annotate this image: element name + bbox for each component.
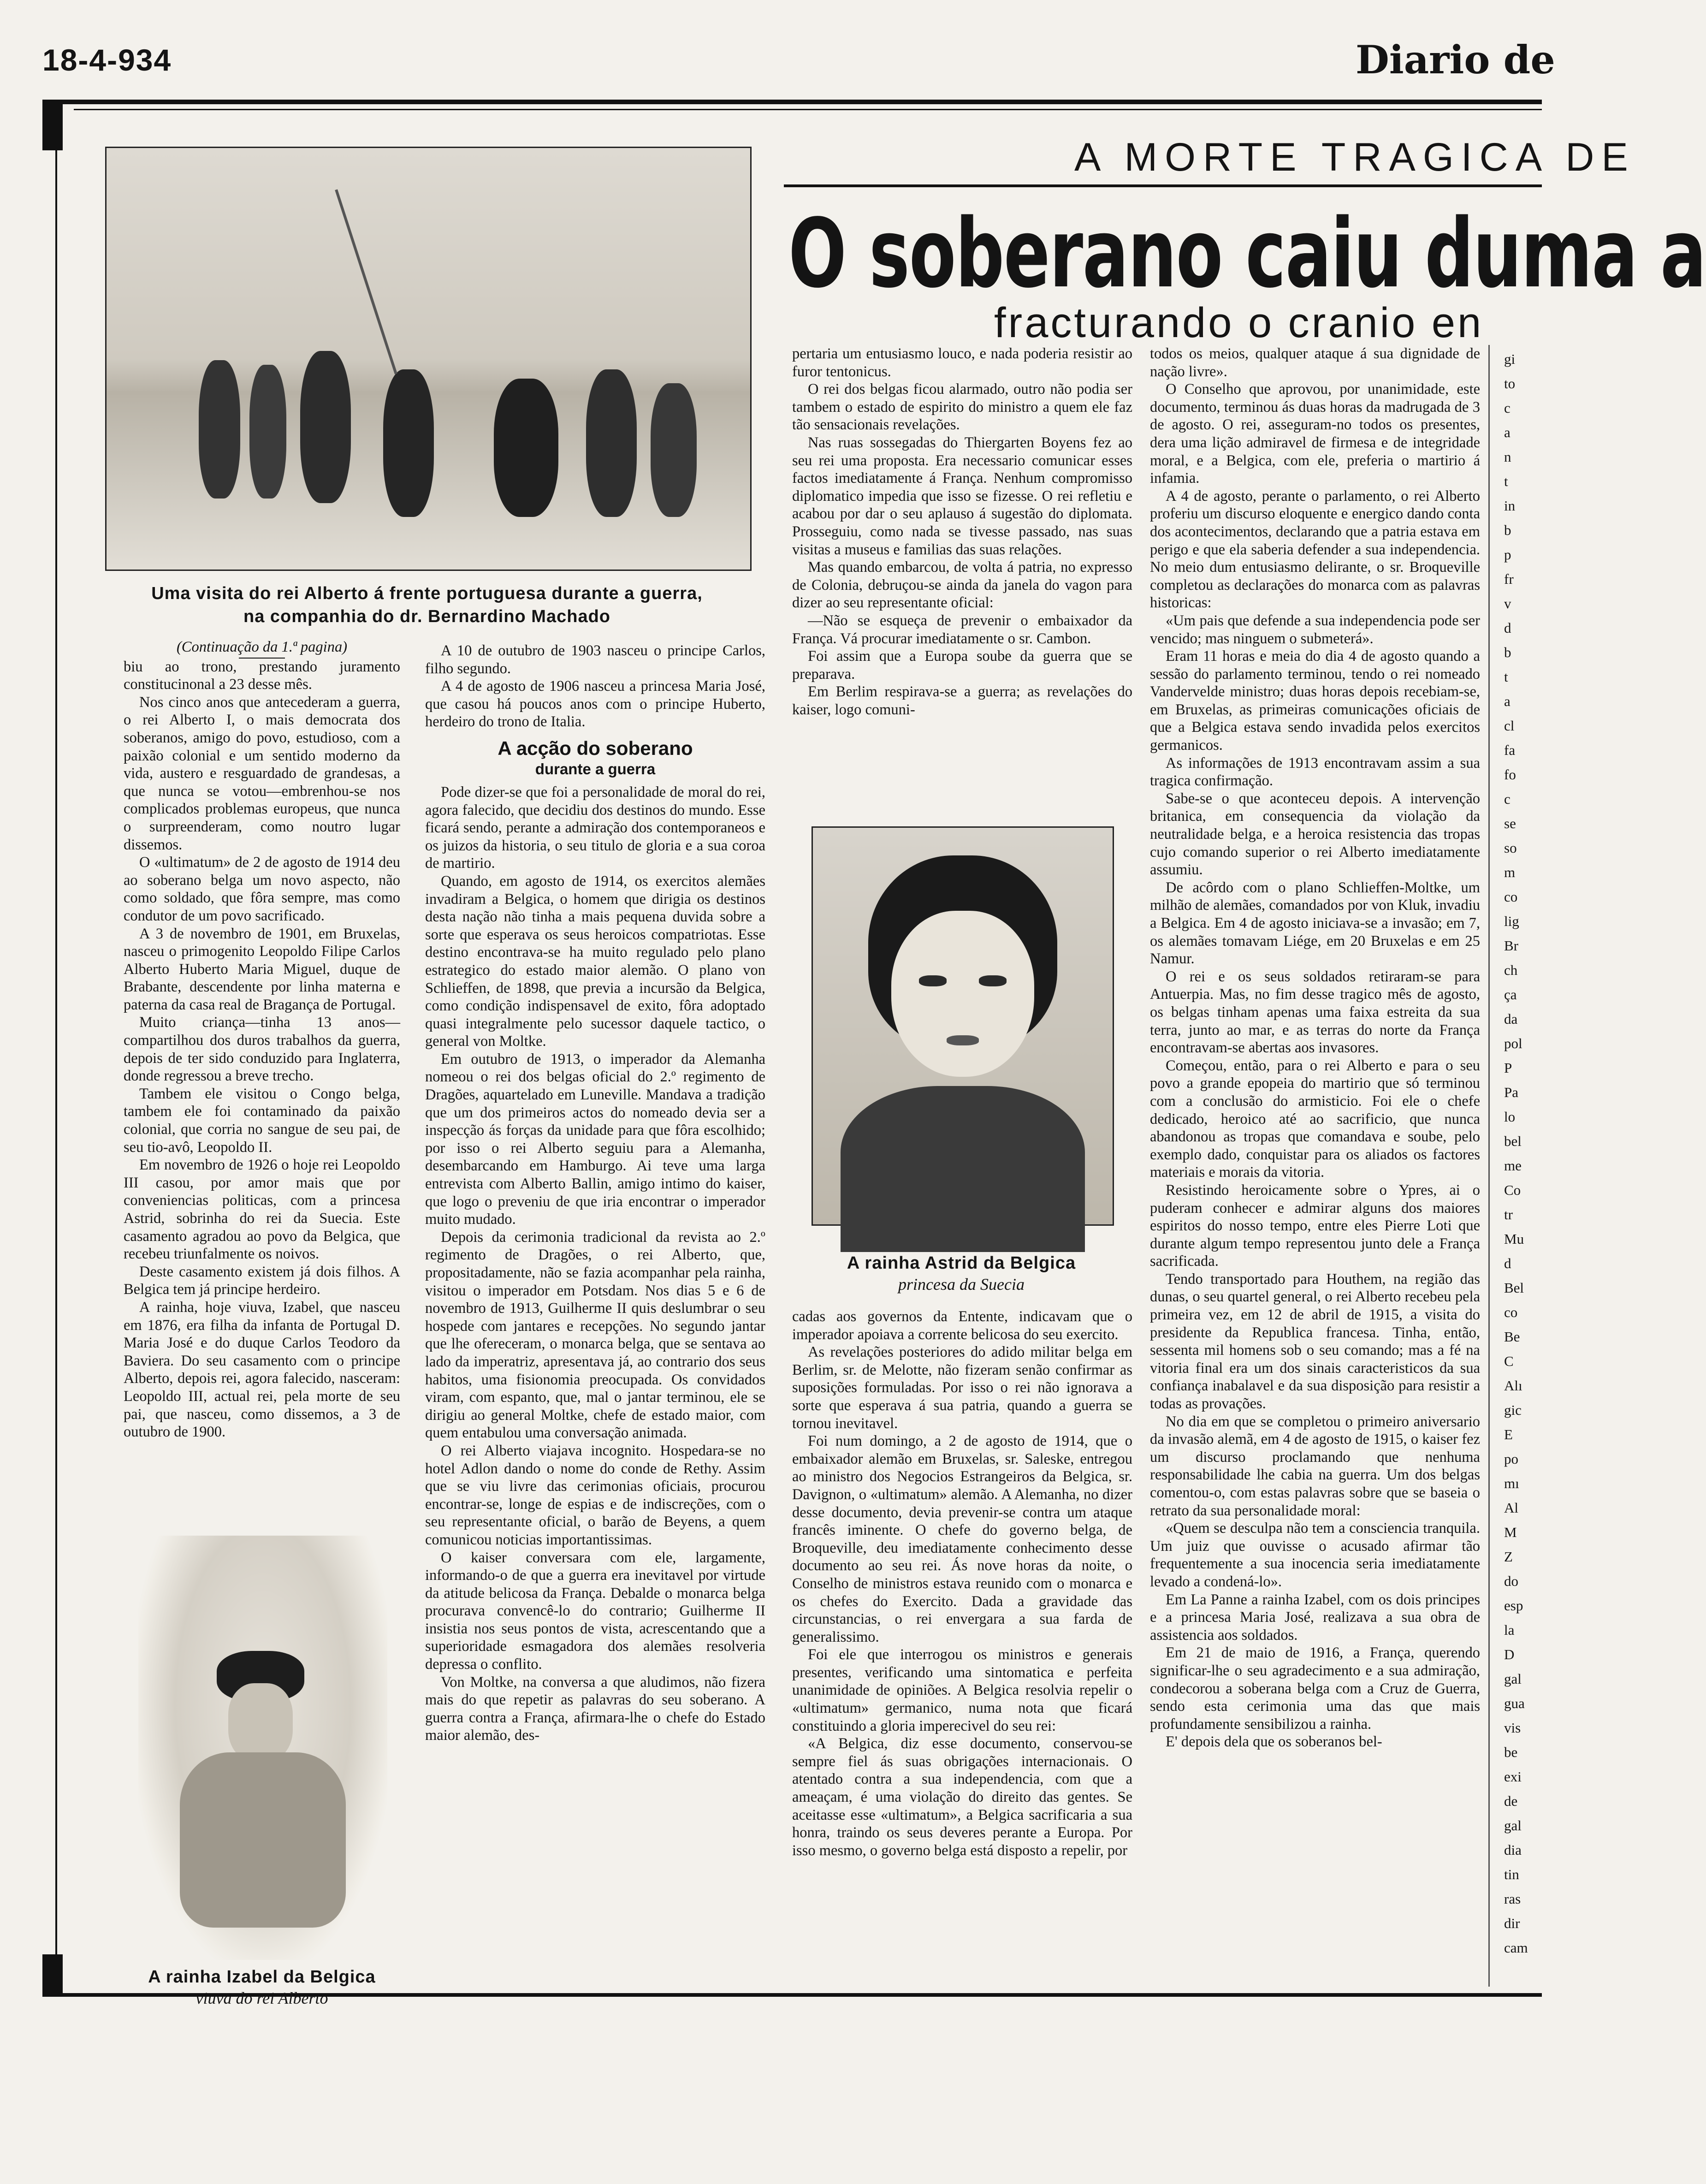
figure-king	[383, 369, 434, 517]
paragraph: No dia em que se completou o primeiro aniversario da invasão alemã, em 4 de agosto de 1915, o kaiser fez um discurso proclamando que nenhuma responsabilidade lhe cabia na guerra. Um dos belgas comentou-o, com estas palavras sobre que se baseia o retrato da sua personalidade moral:	[1150, 1413, 1480, 1519]
paragraph: A 3 de novembro de 1901, em Bruxelas, nasceu o primogenito Leopoldo Filipe Carlos Alberto Huberto Maria Miguel, duque de Brabante, descendente por linha materna e paterna da casa real de Bragança de Portugal.	[124, 925, 400, 1013]
paragraph: Em Berlim respirava-se a guerra; as revelações do kaiser, logo comuni-	[792, 683, 1132, 718]
column-5-line: d	[1504, 1255, 1511, 1271]
headline: O soberano caiu duma a	[788, 198, 1706, 309]
column-5-line: lig	[1504, 913, 1519, 929]
column-5-line: esp	[1504, 1597, 1523, 1614]
column-5-line: tin	[1504, 1866, 1519, 1882]
paragraph: «A Belgica, diz esse documento, conservou-se sempre fiel ás suas obrigações internacionais. O atentado contra a sua independencia, com que a ameaçam, é uma violação do direito das gentes. Se aceitasse esse «ultimatum», a Belgica sacrificaria a sua honra, traindo os seus deveres perante a Europa. Por isso mesmo, o governo belga está disposto a repelir, por	[792, 1735, 1132, 1859]
column-5-line: t	[1504, 669, 1508, 685]
column-5-line: so	[1504, 840, 1517, 856]
column-5-line: Pa	[1504, 1084, 1518, 1100]
column-4	[1150, 345, 1480, 1751]
izabel-subcaption: viuva do rei Alberto	[195, 1989, 328, 2007]
column-5-line: gic	[1504, 1402, 1522, 1418]
column-5-line: v	[1504, 595, 1511, 611]
visit-photo	[105, 147, 752, 571]
column-5-line: a	[1504, 693, 1511, 709]
visit-caption-line-2: na companhia do dr. Bernardino Machado	[243, 607, 610, 626]
izabel-caption: A rainha Izabel da Belgica	[148, 1967, 376, 1987]
paragraph: As revelações posteriores do adido militar belga em Berlim, sr. de Melotte, não fizeram senão confirmar as suposições formuladas. Por isso o rei não ignorava a sorte que esperava á sua patria, quando a guerra se tornou inevitavel.	[792, 1344, 1132, 1432]
column-5-line: da	[1504, 1011, 1518, 1027]
column-5-line: gi	[1504, 351, 1516, 367]
column-5-line: c	[1504, 400, 1511, 416]
column-5-line: cl	[1504, 718, 1515, 734]
header-rule	[42, 100, 1542, 104]
column-5-line: n	[1504, 449, 1511, 465]
column-5-line: d	[1504, 620, 1511, 636]
paragraph: As informações de 1913 encontravam assim a sua tragica confirmação.	[1150, 754, 1480, 789]
column-5-line: la	[1504, 1622, 1515, 1638]
column-5-line: c	[1504, 791, 1511, 807]
column-5-line: Br	[1504, 938, 1518, 954]
paragraph: Tendo transportado para Houthem, na região das dunas, o seu quartel general, o rei Alberto recebeu pela primeira vez, em 12 de abril de 1915, a visita do presidente da Republica francesa. Tinha, então, sessenta mil homens sob o seu comando; mas a fé na vitoria final era um dos sinais caracteristicos da sua confiança inabalavel e da sua disposição para resistir a todas as provações.	[1150, 1270, 1480, 1412]
column-5-lines	[1504, 350, 1542, 1964]
column-5-line: cam	[1504, 1940, 1528, 1956]
column-1	[124, 638, 400, 1441]
column-5-line: a	[1504, 424, 1511, 440]
paragraph: A 4 de agosto, perante o parlamento, o rei Alberto proferiu um discurso eloquente e energico dando conta dos acontecimentos, declarando que a patria estava em perigo e que ela saberia defender a sua independencia. No meio dum entusiasmo delirante, o sr. Broqueville completou as declarações do monarca com as palavras historicas:	[1150, 487, 1480, 611]
flag-pole	[335, 189, 397, 374]
issue-date: 18-4-934	[42, 43, 172, 77]
paragraph: O kaiser conversara com ele, largamente, informando-o de que a guerra era inevitavel por virtude da atitude belicosa da França. Debalde o monarca belga procurava convencê-lo do contrario; Guilherme II insistia nos seus pontos de vista, acrescentando que a superioridade esmagadora dos alemães resolveria depressa o conflito.	[425, 1549, 765, 1673]
paragraph: todos os meios, qualquer ataque á sua dignidade de nação livre».	[1150, 345, 1480, 380]
column-5-line: Al	[1504, 1500, 1518, 1516]
paragraph: cadas aos governos da Entente, indicavam que o imperador apoiava a corrente belicosa do seu exercito.	[792, 1308, 1132, 1343]
paragraph: «Quem se desculpa não tem a consciencia tranquila. Um juiz que ouvisse o acusado afirmar tão frequentemente a sua inocencia seria imediatamente levado a condená-lo».	[1150, 1520, 1480, 1590]
figure-soldier	[651, 383, 697, 517]
paragraph: Pode dizer-se que foi a personalidade de moral do rei, agora falecido, que decidiu dos destinos do mundo. Esse ficará sendo, perante a admiração dos contemporaneos e os juizos da historia, o seu titulo de gloria e a sua coroa de martirio.	[425, 783, 765, 872]
paragraph: A rainha, hoje viuva, Izabel, que nasceu em 1876, era filha da infanta de Portugal D. Maria José e do duque Carlos Teodoro da Baviera. Do seu casamento com o principe Alberto, depois rei, agora falecido, nasceram: Leopoldo III, actual rei, pela morte de seu pai, que nasceu, como dissemos, a 3 de outubro de 1900.	[124, 1299, 400, 1441]
column-5-line: M	[1504, 1524, 1517, 1540]
izabel-photo	[138, 1536, 387, 1960]
paragraph: A 4 de agosto de 1906 nasceu a princesa Maria José, que casou há poucos anos com o principe Huberto, herdeiro do trono de Italia.	[425, 678, 765, 730]
left-margin-rule	[55, 104, 57, 1990]
column-5-line: gua	[1504, 1695, 1525, 1711]
paragraph: Nas ruas sossegadas do Thiergarten Boyens fez ao seu rei uma proposta. Era necessario comunicar esses factos imediatamente á França. Nenhum compromisso diplomatico impedia que isso se fizesse. O rei refletiu e acabou por dar o seu aplauso á sugestão do diplomata. Prosseguiu, como nada se tivesse passado, nas suas visitas a museus e familias das suas relações.	[792, 434, 1132, 558]
column-5-line: co	[1504, 889, 1518, 905]
figure-soldier	[199, 360, 240, 499]
astrid-subcaption: princesa da Suecia	[898, 1275, 1025, 1294]
paragraph: Quando, em agosto de 1914, os exercitos alemães invadiram a Belgica, o homem que dirigia os destinos desta nação não tinha a mais pequena duvida sobre a sorte que esperava os seus heroicos compatriotas. Esse destino encontrava-se ha muito regulado pelo plano estrategico do estado maior alemão. O plano von Schlieffen, de 1898, que previa a incursão da Belgica, como condição indispensavel de exito, fôra adoptado quasi integralmente pelo sucessor daquele tactico, o general von Moltke.	[425, 872, 765, 1050]
header-rule-thin	[74, 109, 1542, 110]
paragraph: Em outubro de 1913, o imperador da Alemanha nomeou o rei dos belgas oficial do 2.º regimento de Dragões, aquartelado em Luneville. Mandava a tradição que um dos primeiros actos do nomeado devia ser a inspecção ás forças da unidade para que fôra escolhido; por isso o rei Alberto seguiu para a Alemanha, desembarcando em Hamburgo. Ai teve uma larga entrevista com Alberto Ballin, amigo intimo do kaiser, que logo o preveniu de que iria encontrar o imperador muito mudado.	[425, 1050, 765, 1228]
paragraph: Em novembro de 1926 o hoje rei Leopoldo III casou, por amor mais que por conveniencias politicas, com a princesa Astrid, sobrinha do rei da Suecia. Este casamento agradou ao povo da Belgica, que recebeu triunfalmente os noivos.	[124, 1157, 400, 1263]
paragraph: Nos cinco anos que antecederam a guerra, o rei Alberto I, o mais democrata dos soberanos, amigo do povo, estudioso, com a paixão colonial e um sentido moderno da vida, austero e resguardado de grandesas, a que nunca se votou—embrenhou-se nos complicados problemas europeus, que nunca o surpreenderam, como noutro lugar dissemos.	[124, 694, 400, 853]
column-5-line: P	[1504, 1060, 1512, 1076]
column-5-line: ça	[1504, 986, 1517, 1003]
paragraph: biu ao trono, prestando juramento constitucinonal a 23 desse mês.	[124, 658, 400, 693]
astrid-photo	[812, 826, 1114, 1226]
column-5-line: exi	[1504, 1769, 1522, 1785]
eye-right	[979, 975, 1007, 986]
paragraph: O «ultimatum» de 2 de agosto de 1914 deu ao soberano belga um novo aspecto, não como soldado, que fôra sempre, mas como condutor de um povo sacrificado.	[124, 854, 400, 924]
column-5-line: gal	[1504, 1817, 1522, 1834]
left-margin-bar	[42, 100, 63, 150]
paragraph: A 10 de outubro de 1903 nasceu o principe Carlos, filho segundo.	[425, 642, 765, 677]
continuation-rule	[239, 658, 285, 659]
column-5-line: Co	[1504, 1182, 1521, 1198]
paragraph: Depois da cerimonia tradicional da revista ao 2.º regimento de Dragões, o rei Alberto, que, propositadamente, não se fazia acompanhar pela rainha, visitou o imperador em Potsdam. Nos dias 5 e 6 de novembro de 1913, Guilherme II quis deslumbrar o seu hospede com jantares e recepções. No segundo jantar que lhe ofereceram, o monarca belga, que se sentava ao lado da imperatriz, apresentava já, ao contrario dos seus habitos, uma fisionomia preocupada. Os convidados viram, com espanto, que, mal o jantar terminou, ele se dirigiu ao general Moltke, chefe de estado maior, com quem entabulou uma conversação animada.	[425, 1228, 765, 1442]
face-shape	[891, 911, 1034, 1077]
column-5-line: pol	[1504, 1035, 1522, 1051]
column-5-line: fr	[1504, 571, 1514, 587]
paragraph: Foi assim que a Europa soube da guerra que se preparava.	[792, 648, 1132, 682]
column-5-line: de	[1504, 1793, 1518, 1809]
paragraph: Deste casamento existem já dois filhos. A Belgica tem já principe herdeiro.	[124, 1263, 400, 1298]
paragraph: pertaria um entusiasmo louco, e nada poderia resistir ao furor tentonicus.	[792, 345, 1132, 380]
lips	[947, 1035, 979, 1045]
column-5-line: fa	[1504, 742, 1516, 758]
column-5-line: fo	[1504, 766, 1516, 783]
column-5-line: ch	[1504, 962, 1518, 978]
figure-soldier	[300, 351, 351, 503]
column-5-line: Alı	[1504, 1377, 1522, 1394]
column-5-line: be	[1504, 1744, 1518, 1760]
newspaper-title: Diario de	[1356, 37, 1555, 83]
paragraph: «Um pais que defende a sua independencia pode ser vencido; mas ninguem o submeterá».	[1150, 612, 1480, 647]
column-5-rule	[1488, 345, 1490, 1987]
astrid-caption: A rainha Astrid da Belgica	[847, 1253, 1076, 1273]
column-5-line: b	[1504, 644, 1511, 660]
figure-soldier	[586, 369, 637, 517]
column-5-line: m	[1504, 864, 1516, 880]
column-5-line: co	[1504, 1304, 1518, 1320]
section-title: A MORTE TRAGICA DE	[1074, 135, 1635, 179]
paragraph: Eram 11 horas e meia do dia 4 de agosto quando a sessão do parlamento terminou, tendo o rei nomeado Vandervelde ministro; duas horas depois recebiam-se, em Bruxelas, as primeiras comunicações oficiais de que a Belgica estava sendo invadida pelos exercitos germanicos.	[1150, 648, 1480, 754]
column-5-line: mı	[1504, 1475, 1519, 1491]
column-5-line: se	[1504, 815, 1516, 831]
paragraph: Sabe-se o que aconteceu depois. A intervenção britanica, em consequencia da violação da neutralidade belga, e a heroica resistencia das tropas cujo comando superior o rei Alberto imediatamente assumiu.	[1150, 790, 1480, 878]
column-5-line: p	[1504, 546, 1511, 563]
column-5-line: po	[1504, 1451, 1518, 1467]
column-5-line: dir	[1504, 1915, 1520, 1931]
paragraph: Von Moltke, na conversa a que aludimos, não fizera mais do que repetir as palavras do seu soberano. A guerra contra a França, afirmara-lhe o chefe do Estado maior alemão, des-	[425, 1674, 765, 1744]
paragraph: O Conselho que aprovou, por unanimidade, este documento, terminou ás duas horas da madrugada de 3 de agosto. O rei, asseguram-no todos os presentes, dera uma lição admiravel de firmesa e de integridade moral, e a Belgica, com ele, preferia o martirio á infamia.	[1150, 381, 1480, 487]
column-5-line: Z	[1504, 1549, 1513, 1565]
column-5-line: bel	[1504, 1133, 1522, 1149]
paragraph: Começou, então, para o rei Alberto e para o seu povo a grande epopeia do martirio que só terminou com a conclusão do armisticio. Foi ele o chefe dedicado, heroico até ao sacrificio, que nunca abandonou as tropas que comandava e soube, pelo exemplo dado, conquistar para os aliados os factores materiais e morais da vitoria.	[1150, 1057, 1480, 1181]
column-5-line: b	[1504, 522, 1511, 538]
paragraph: Tambem ele visitou o Congo belga, tambem ele foi contaminado da paixão colonial, que corria no sangue de seu pai, de seu tio-avô, Leopoldo II.	[124, 1085, 400, 1156]
coat-shape	[180, 1752, 346, 1928]
face-shape	[228, 1683, 293, 1762]
figure-machado	[494, 379, 558, 517]
footer-bar	[42, 1954, 63, 1997]
column-5-line: C	[1504, 1353, 1514, 1369]
column-5-line: Be	[1504, 1329, 1520, 1345]
column-5-line: tr	[1504, 1206, 1513, 1223]
paragraph: E' depois dela que os soberanos bel-	[1166, 1733, 1382, 1751]
section-rule	[784, 184, 1542, 187]
column-5-line: me	[1504, 1157, 1522, 1174]
subheadline: fracturando o cranio en	[994, 299, 1484, 346]
column-5-line: D	[1504, 1646, 1515, 1662]
column-5-cutoff	[1504, 350, 1542, 1983]
dress-shape	[841, 1086, 1085, 1252]
subsection-subheading: durante a guerra	[535, 760, 656, 777]
column-3-top	[792, 345, 1132, 718]
subsection-heading: A acção do soberano	[498, 737, 693, 759]
paragraph: Foi ele que interrogou os ministros e generais presentes, verificando uma sintomatica e perfeita unanimidade de opiniões. A Belgica resolvia repelir o «ultimatum» germanico, numa nota que ficará constituindo a gloria imperecivel do seu rei:	[792, 1646, 1132, 1734]
column-3-bottom	[792, 1308, 1132, 1859]
paragraph: Mas quando embarcou, de volta á patria, no expresso de Colonia, debruçou-se ainda da janela do vagon para dizer ao seu representante oficial:	[792, 559, 1132, 611]
column-5-line: do	[1504, 1573, 1518, 1589]
paragraph: Foi num domingo, a 2 de agosto de 1914, que o embaixador alemão em Bruxelas, sr. Saleske, entregou ao ministro dos Negocios Estrangeiros da Belgica, sr. Davignon, o «ultimatum» alemão. A Alemanha, no dizer desse documento, devia prevenir-se contra um ataque francês iminente. O chefe do governo belga, de Broqueville, deu imediatamente conhecimento desse documento ao seu rei. Ás nove horas da noite, o Conselho de ministros estava reunido com o monarca e os chefes do Exercito. Dada a gravidade das circunstancias, o rei envergara a sua farda de generalissimo.	[792, 1433, 1132, 1645]
column-5-line: lo	[1504, 1109, 1516, 1125]
paragraph: De acôrdo com o plano Schlieffen-Moltke, um milhão de alemães, comandados por von Kluk, invadiu a Belgica. Em 4 de agosto iniciava-se a invasão; em 7, os alemães tomavam Liége, em 20 Bruxelas e em 25 Namur.	[1150, 879, 1480, 967]
paragraph: O rei e os seus soldados retiraram-se para Antuerpia. Mas, no fim desse tragico mês de agosto, os belgas tinham apenas uma faixa estreita da sua terra, junto ao mar, e as terras do norte da França encontravam-se abertas aos invasores.	[1150, 968, 1480, 1056]
column-5-line: to	[1504, 375, 1516, 392]
paragraph: O rei Alberto viajava incognito. Hospedara-se no hotel Adlon dando o nome do conde de Rethy. Assim que se viu livre das cerimonias oficiais, procurou encontrar-se, longe de espias e de indiscreções, com o seu representante oficial, o barão de Beyens, a quem comunicou noticias importantissimas.	[425, 1442, 765, 1548]
column-5-line: Mu	[1504, 1231, 1524, 1247]
paragraph: Resistindo heroicamente sobre o Ypres, ai o puderam conhecer e admirar alguns dos maiores espiritos do nosso tempo, entre eles Pierre Loti que durante algum tempo representou junto dele a França sacrificada.	[1150, 1181, 1480, 1270]
column-5-line: Bel	[1504, 1280, 1524, 1296]
column-5-line: in	[1504, 498, 1516, 514]
column-5-line: E	[1504, 1426, 1513, 1442]
column-5-line: vis	[1504, 1720, 1521, 1736]
continuation-note: (Continuação da 1.ª pagina)	[176, 639, 348, 655]
column-5-line: dia	[1504, 1842, 1522, 1858]
column-5-line: ras	[1504, 1891, 1521, 1907]
column-5-line: gal	[1504, 1671, 1522, 1687]
visit-caption-line-1: Uma visita do rei Alberto á frente portuguesa durante a guerra,	[151, 584, 703, 603]
paragraph: O rei dos belgas ficou alarmado, outro não podia ser tambem o estado de espirito do ministro a quem ele faz tão sensacionais revelações.	[792, 381, 1132, 433]
column-5-line: t	[1504, 473, 1508, 489]
paragraph: Em 21 de maio de 1916, a França, querendo significar-lhe o seu agradecimento e a sua admiração, condecorou a soberana belga com a Cruz de Guerra, sendo esta cerimonia uma das que mais profundamente sensibilizou a rainha.	[1150, 1644, 1480, 1733]
figure-soldier	[249, 365, 286, 499]
paragraph: Em La Panne a rainha Izabel, com os dois principes e a princesa Maria José, realizava a sua obra de assistencia aos soldados.	[1150, 1591, 1480, 1644]
paragraph: Muito criança—tinha 13 anos—compartilhou dos duros trabalhos da guerra, depois de ter sido conduzido para Inglaterra, donde regressou a breve trecho.	[124, 1014, 400, 1085]
eye-left	[919, 975, 947, 986]
column-2	[425, 642, 765, 1745]
paragraph: —Não se esqueça de prevenir o embaixador da França. Vá procurar imediatamente o sr. Cambon.	[792, 612, 1132, 647]
